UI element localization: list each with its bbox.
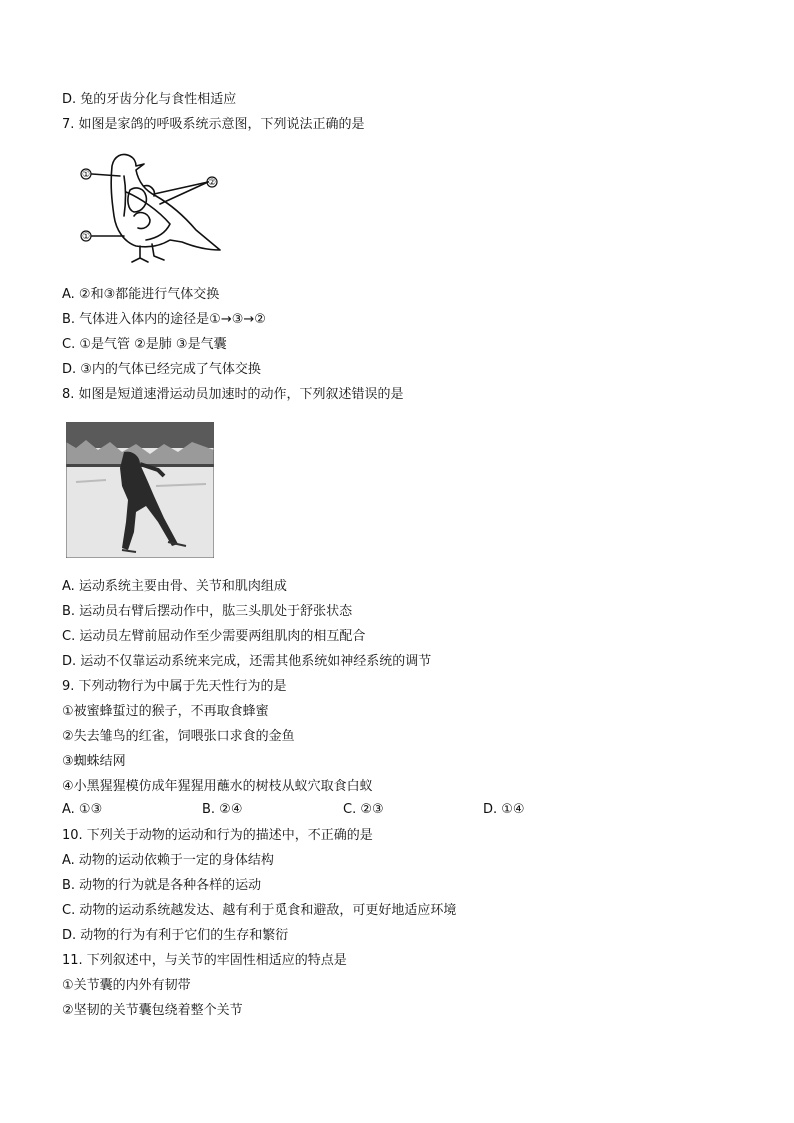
pigeon-respiratory-figure: [74, 146, 224, 268]
q7-option-d: D. ③内的气体已经完成了气体交换: [62, 362, 261, 377]
pigeon-label-3: ①: [81, 232, 91, 242]
pigeon-label-2: ②: [207, 178, 217, 188]
q10-option-b: B. 动物的行为就是各种各样的运动: [62, 878, 262, 893]
q9-item-2: ②失去雏鸟的红雀，饲喂张口求食的金鱼: [62, 729, 295, 744]
q11-stem: 11. 下列叙述中，与关节的牢固性相适应的特点是: [62, 953, 347, 968]
q11-item-1: ①关节囊的内外有韧带: [62, 978, 191, 993]
q9-item-3: ③蜘蛛结网: [62, 754, 126, 769]
q8-option-c: C. 运动员左臂前屈动作至少需要两组肌肉的相互配合: [62, 629, 366, 644]
q9-item-1: ①被蜜蜂蜇过的猴子，不再取食蜂蜜: [62, 704, 269, 719]
q7-option-c: C. ①是气管 ②是肺 ③是气囊: [62, 337, 227, 352]
q8-stem: 8. 如图是短道速滑运动员加速时的动作，下列叙述错误的是: [62, 387, 404, 402]
q10-stem: 10. 下列关于动物的运动和行为的描述中，不正确的是: [62, 828, 373, 843]
q9-option-a: A. ①③: [62, 802, 103, 817]
q7-stem: 7. 如图是家鸽的呼吸系统示意图，下列说法正确的是: [62, 117, 365, 132]
q7-option-b: B. 气体进入体内的途径是①→③→②: [62, 312, 266, 327]
q11-item-2: ②坚韧的关节囊包绕着整个关节: [62, 1003, 243, 1018]
q10-option-c: C. 动物的运动系统越发达、越有利于觅食和避敌，可更好地适应环境: [62, 903, 457, 918]
q10-option-d: D. 动物的行为有利于它们的生存和繁衍: [62, 928, 289, 943]
q9-option-c: C. ②③: [343, 802, 384, 817]
q8-option-b: B. 运动员右臂后摆动作中，肱三头肌处于舒张状态: [62, 604, 353, 619]
q7-option-a: A. ②和③都能进行气体交换: [62, 287, 220, 302]
q8-option-a: A. 运动系统主要由骨、关节和肌肉组成: [62, 579, 287, 594]
q9-option-b: B. ②④: [202, 802, 243, 817]
q8-option-d: D. 运动不仅靠运动系统来完成，还需其他系统如神经系统的调节: [62, 654, 432, 669]
pigeon-label-1: ①: [81, 170, 91, 180]
q6-option-d: D. 兔的牙齿分化与食性相适应: [62, 92, 237, 107]
speed-skater-photo: [66, 422, 214, 558]
q9-item-4: ④小黑猩猩模仿成年猩猩用蘸水的树枝从蚁穴取食白蚁: [62, 779, 373, 794]
q9-stem: 9. 下列动物行为中属于先天性行为的是: [62, 679, 287, 694]
q10-option-a: A. 动物的运动依赖于一定的身体结构: [62, 853, 274, 868]
q9-options: [62, 802, 662, 820]
q9-option-d: D. ①④: [483, 802, 525, 817]
